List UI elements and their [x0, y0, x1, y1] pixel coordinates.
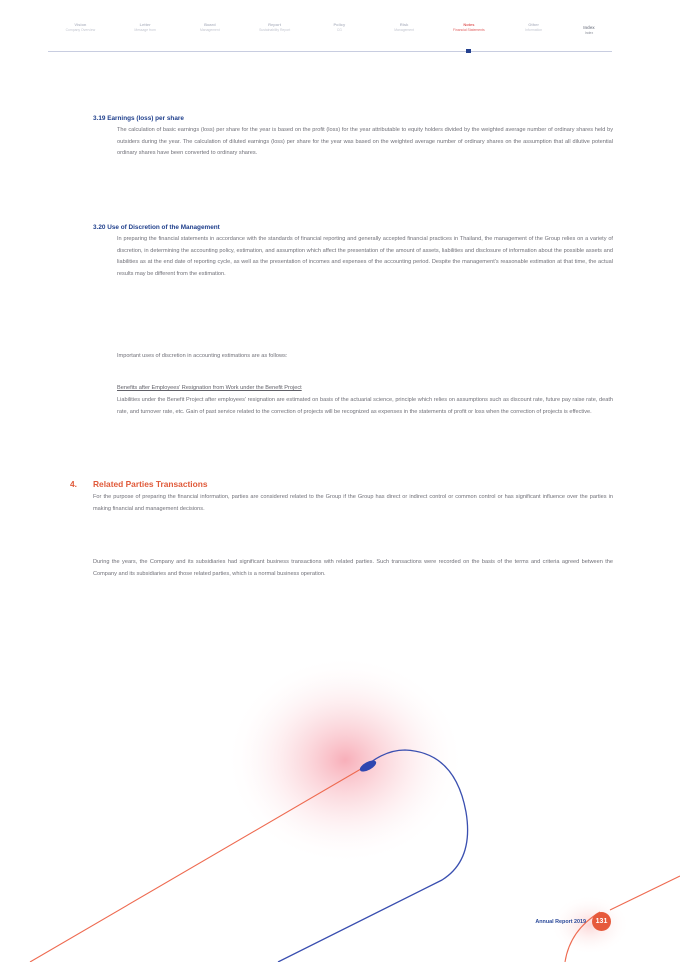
tab-other[interactable]: [501, 22, 566, 50]
tab-label: Report: [268, 22, 282, 27]
page-number-badge: 131: [592, 912, 611, 931]
tab-risk[interactable]: [372, 22, 437, 50]
tab-sublabel: Information: [525, 28, 543, 32]
tab-board[interactable]: [178, 22, 243, 50]
tab-sublabel: Management: [199, 28, 220, 32]
tab-sublabel: Management: [394, 28, 415, 32]
tab-label: Notes: [463, 22, 475, 27]
related-parties-paragraph-1: For the purpose of preparing the financial information, parties are considered related to the Group if the Group has direct or indirect control or common control or has significant influence over the parties in making financial and management decisions.: [93, 494, 613, 512]
tab-sublabel: Message from: [134, 28, 156, 32]
tab-label: Vision: [74, 22, 87, 27]
related-parties-paragraph-2: During the years, the Company and its subsidiaries had significant business transactions with related parties. Such transactions were recorded on the basis of the terms and criteria agreed between the Company and its subsidiaries and those related parties, which is a normal business operation.: [93, 559, 613, 577]
index-sublabel: Index: [584, 31, 594, 35]
tab-sublabel: CG: [336, 28, 342, 32]
eps-paragraph: The calculation of basic earnings (loss) per share for the year is based on the profit (loss) for the year attributable to equity holders divided by the weighted average number of ordinary shares held by outsiders during the year. The calculation of diluted earnings (loss) per share for the year was based on the weighted average number of ordinary shares on the assumption that all dilutive potential ordinary shares have been converted to ordinary shares.: [117, 127, 613, 157]
tab-notes-active[interactable]: [437, 22, 502, 50]
chapter-navigation: [48, 22, 612, 50]
index-label: Index: [583, 25, 595, 30]
orange-line-right: [610, 876, 680, 910]
tab-index[interactable]: [566, 22, 612, 50]
tab-sublabel: Sustainability Report: [259, 28, 291, 32]
tab-letter[interactable]: [113, 22, 178, 50]
tab-policy[interactable]: [307, 22, 372, 50]
benefits-paragraph: Liabilities under the Benefit Project after employees’ resignation are estimated on basis of the actuarial science, principle which relies on assumptions such as discount rate, future pay raise rate, death rate, and turnover rate, etc. Gain of past service related to the correction of projects will be recognized as expenses in the statements of profit or loss when the correction of projects is effective.: [117, 397, 613, 415]
pink-glow: [225, 655, 465, 865]
tab-sublabel: Financial Statements: [453, 28, 485, 32]
section-title-related-parties: Related Parties Transactions: [93, 479, 208, 489]
benefits-subheading-text: Benefits after Employees’ Resignation from Work under the Benefit Project: [117, 385, 302, 391]
tab-label: Letter: [139, 22, 151, 27]
tab-label: Other: [528, 22, 539, 27]
tab-label: Policy: [333, 22, 346, 27]
orange-line-left: [30, 766, 366, 962]
benefits-subheading: [117, 383, 613, 395]
active-tab-marker: [466, 49, 471, 53]
tab-sublabel: Company Overview: [65, 28, 96, 32]
discretion-paragraph: In preparing the financial statements in accordance with the standards of financial reporting and generally accepted financial practices in Thailand, the management of the Group relies on a variety of discretion, in determining the accounting policy, estimation, and assumption which affect the presentation of the amount of assets, liabilities and disclosure of information about the possible assets and liabilities as at the end date of reporting cycle, as well as the presentation of incomes and expenses of the accounting period. Despite the management’s reasonable estimation at that time, the actual results may be different from the estimation.: [117, 236, 613, 277]
tab-label: Board: [204, 22, 216, 27]
discretion-intro: Important uses of discretion in accounting estimations are as follows:: [117, 353, 288, 359]
tab-label: Risk: [399, 22, 409, 27]
tab-report[interactable]: [242, 22, 307, 50]
section-heading-3-19: 3.19 Earnings (loss) per share: [93, 115, 184, 122]
section-heading-3-20: 3.20 Use of Discretion of the Management: [93, 224, 220, 231]
navigation-divider: [48, 51, 612, 52]
tab-vision[interactable]: [48, 22, 113, 50]
annual-report-label: Annual Report 2019: [535, 919, 586, 925]
section-number-4: 4.: [70, 479, 77, 489]
